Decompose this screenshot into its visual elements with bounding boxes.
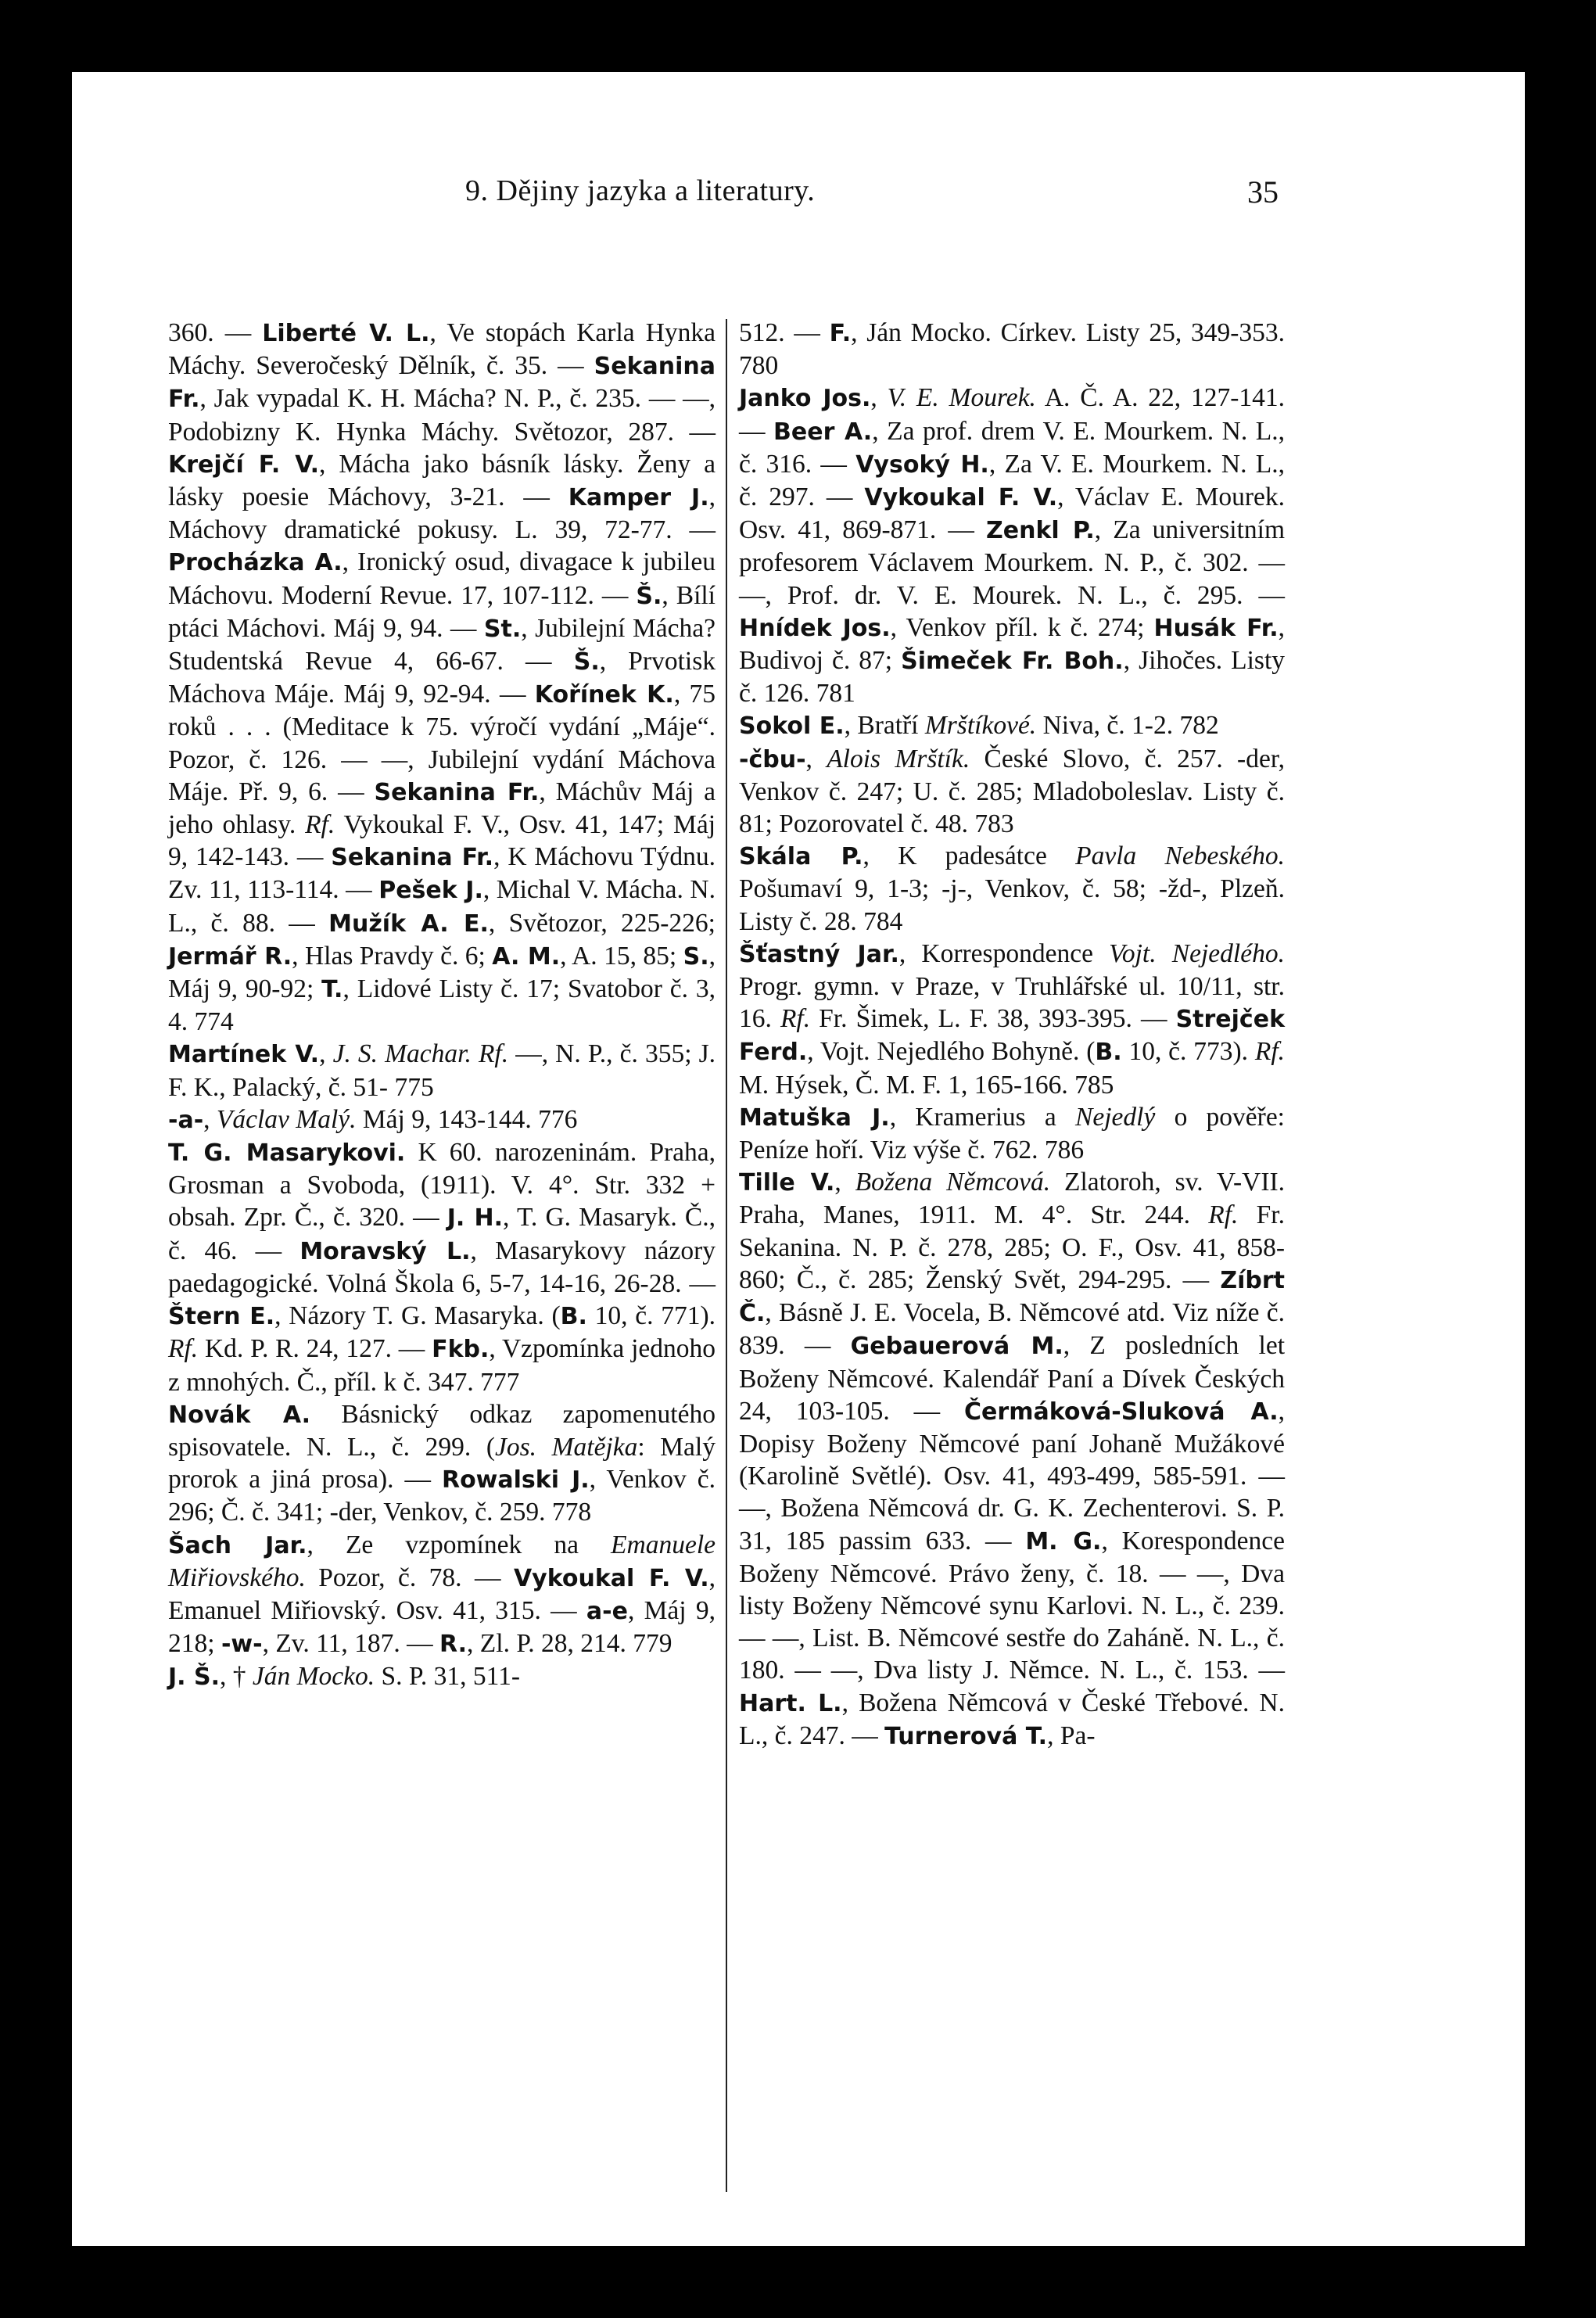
bibliography-entry [739, 709, 1285, 742]
entry-title: Pavla Nebeského. [1075, 841, 1285, 871]
entry-title: Ján Mocko. [252, 1662, 375, 1692]
entry-author: Sekanina Fr. [168, 353, 716, 414]
bibliography-entry [168, 317, 716, 1038]
bibliography-entry [739, 743, 1285, 841]
entry-text: , Masarykovy názory paedagogické. Volná Škola 6, 5-7, 14-16, 26-28. — [168, 1236, 716, 1298]
entry-text: , Venkov příl. k č. 274; [890, 612, 1154, 642]
entry-author: R. [439, 1631, 468, 1659]
entry-text: , Názory T. G. Masaryka. ( [274, 1301, 561, 1331]
entry-text: , K padesátce [863, 841, 1076, 871]
entry-author: Zenkl P. [986, 517, 1095, 545]
entry-author: Liberté V. L. [262, 320, 430, 347]
entry-text: Fr. Šimek, L. F. 38, 393-395. — [810, 1004, 1176, 1034]
entry-text: , [319, 1039, 333, 1069]
entry-author: Jermář R. [168, 942, 292, 971]
entry-author: T. G. Masarykovi. [168, 1139, 406, 1168]
entry-author: Pešek J. [378, 877, 483, 905]
entry-text: —, N. P., č. 355; J. F. K., Palacký, č. 51- 775 [168, 1039, 716, 1102]
entry-author: Vykoukal F. V. [864, 484, 1058, 512]
entry-author: Hart. L. [739, 1689, 842, 1717]
entry-author: Novák A. [168, 1401, 311, 1429]
entry-text: , Máj 9, 90-92; [168, 941, 716, 1004]
entry-text: , Korrespondence [898, 938, 1110, 968]
entry-text: , Mácha jako básník lásky. Ženy a lásky poesie Máchovy, 3-21. — [168, 449, 716, 512]
entry-text: , [203, 1104, 217, 1134]
entry-text: , Básně J. E. Vocela, B. Němcové atd. Viz níže č. 839. — [739, 1298, 1285, 1361]
bibliography-entry [168, 1660, 716, 1693]
entry-author: J. H. [447, 1204, 504, 1233]
entry-author: Janko Jos. [739, 385, 871, 413]
entry-text: , 75 roků . . . (Meditace k 75. výročí vydání „Máje“. Pozor, č. 126. — —, Jubilejní vydání Máchova Máje. Př. 9, 6. — [168, 680, 716, 806]
entry-text: , Božena Němcová v České Třebové. N. L., č. 247. — [739, 1688, 1285, 1750]
entry-text: , Korespondence Boženy Němcové. Právo ženy, č. 18. — —, Dva listy Boženy Němcové synu Karlovi. N. L., č. 239. — —, List. B. Němcové sestře do Zaháně. N. L., č. 180. — —, Dva listy J. Němce. N. L., č. 153. — [739, 1526, 1285, 1685]
entry-author: Sokol E. [739, 712, 845, 741]
entry-author: Hnídek Jos. [739, 614, 891, 642]
entry-author: Strejček Ferd. [739, 1006, 1286, 1067]
bibliography-entry [168, 1038, 716, 1103]
entry-text: 512. — [739, 318, 830, 347]
entry-text: Fr. Sekanina. N. P. č. 278, 285; O. F., Osv. 41, 858-860; Č., č. 285; Ženský Svět, 294-295. — [739, 1200, 1285, 1294]
entry-author: Šimeček Fr. Boh. [901, 648, 1124, 676]
entry-title: Rf. [305, 810, 335, 840]
entry-author: Šťastný Jar. [739, 940, 899, 968]
entry-text: , Světozor, 225-226; [488, 908, 716, 938]
entry-text: , Michal V. Mácha. N. L., č. 88. — [168, 875, 716, 938]
entry-author: Čermáková-Sluková A. [964, 1398, 1279, 1426]
entry-author: T. [321, 976, 343, 1004]
entry-text: Máj 9, 143-144. 776 [356, 1104, 578, 1134]
bibliography-entry [739, 1166, 1285, 1753]
entry-text: , Emanuel Miřiovský. Osv. 41, 315. — [168, 1563, 716, 1625]
entry-title: Nejedlý [1075, 1102, 1156, 1132]
page-header [0, 174, 1596, 221]
entry-author: S. [683, 942, 709, 971]
entry-title: Rf. [168, 1334, 199, 1364]
entry-author: Š. [636, 582, 662, 610]
entry-text: , Jak vypadal K. H. Mácha? N. P., č. 235. — —, Podobizny K. Hynka Máchy. Světozor, 287. — [168, 384, 716, 447]
entry-text: , [805, 744, 827, 773]
entry-title: Božena Němcová. [855, 1168, 1051, 1197]
entry-text: , Vzpomínka jednoho z mnohých. Č., příl. k č. 347. 777 [168, 1334, 716, 1397]
entry-title: Mrštíkové. [924, 711, 1037, 741]
entry-text: Pozor, č. 78. — [305, 1563, 514, 1592]
entry-text: , Jihočes. Listy č. 126. 781 [739, 646, 1286, 709]
entry-text: , Jubilejní Mácha? Studentská Revue 4, 66-67. — [168, 613, 716, 676]
entry-title: Rf. [1208, 1200, 1239, 1230]
entry-title: V. E. Mourek. [887, 383, 1036, 413]
bibliography-entry [168, 1398, 716, 1529]
entry-author: M. G. [1025, 1527, 1102, 1556]
entry-author: Mužík A. E. [328, 910, 489, 938]
entry-author: B. [560, 1303, 587, 1331]
entry-text: , Budivoj č. 87; [739, 612, 1285, 676]
entry-text: 10, č. 773). [1121, 1037, 1255, 1067]
entry-text: 10, č. 771). [586, 1301, 716, 1331]
entry-author: Sekanina Fr. [331, 844, 494, 872]
entry-text: Pošumaví 9, 1-3; -j-, Venkov, č. 58; -žd-, Plzeň. Listy č. 28. 784 [739, 874, 1285, 936]
entry-text: , Za V. E. Mourkem. N. L., č. 297. — [739, 449, 1285, 512]
right-column [739, 317, 1285, 1753]
entry-text: , [834, 1168, 855, 1197]
entry-author: Krejčí F. V. [168, 450, 320, 479]
entry-author: Zíbrt Č. [739, 1266, 1285, 1328]
bibliography-entry [739, 840, 1285, 938]
entry-author: Procházka A. [168, 549, 343, 577]
entry-text: , Lidové Listy č. 17; Svatobor č. 3, 4. 774 [168, 974, 716, 1037]
entry-text: , Máj 9, 218; [168, 1595, 716, 1659]
entry-author: Vykoukal F. V. [513, 1564, 709, 1592]
entry-text: , Hlas Pravdy č. 6; [292, 941, 493, 971]
entry-text: , Pa- [1047, 1721, 1096, 1750]
entry-author: Gebauerová M. [850, 1333, 1063, 1361]
entry-author: F. [829, 320, 852, 347]
entry-text: , Dopisy Boženy Němcové paní Johaně Mužákové (Karolině Světlé). Osv. 41, 493-499, 585-591. — —, Božena Němcová dr. G. K. Zechenterovi. S. P. 31, 185 passim 633. — [739, 1396, 1285, 1556]
entry-title: Rf. [1254, 1037, 1286, 1067]
left-column [168, 317, 716, 1694]
entry-author: Martínek V. [168, 1041, 320, 1069]
entry-author: B. [1095, 1039, 1122, 1067]
entry-author: Sekanina Fr. [374, 778, 540, 806]
entry-text: , Za prof. drem V. E. Mourkem. N. L., č. 316. — [739, 416, 1285, 479]
entry-title: Rf. [780, 1004, 811, 1034]
entry-text: o pověře: Peníze hoří. Viz výše č. 762. 786 [739, 1102, 1285, 1165]
bibliography-entry [739, 317, 1285, 382]
entry-text: , [870, 383, 888, 413]
entry-author: Turnerová T. [884, 1722, 1048, 1750]
entry-author: St. [483, 615, 522, 643]
bibliography-entry [168, 1136, 716, 1398]
entry-text: , Bratří [844, 711, 925, 741]
entry-text: A. Č. A. 22, 127-141. — [739, 383, 1285, 446]
entry-text: , Bílí ptáci Máchovi. Máj 9, 94. — [168, 580, 716, 643]
entry-text: , K Máchovu Týdnu. Zv. 11, 113-114. — [168, 842, 716, 905]
entry-title: Václav Malý. [216, 1104, 357, 1134]
entry-title: Vojt. Nejedlého. [1109, 938, 1285, 968]
bibliography-entry [739, 382, 1285, 709]
entry-text: Progr. gymn. v Praze, v Truhlářské ul. 10/11, str. 16. [739, 972, 1285, 1034]
entry-author: Štern E. [168, 1303, 275, 1331]
entry-text: , A. 15, 85; [560, 941, 683, 971]
entry-author: Skála P. [739, 843, 863, 871]
entry-author: -čbu- [739, 745, 806, 773]
entry-author: Moravský L. [299, 1237, 471, 1265]
entry-text: M. Hýsek, Č. M. F. 1, 165-166. 785 [739, 1070, 1114, 1100]
bibliography-entry [739, 1101, 1285, 1166]
bibliography-entry [739, 938, 1285, 1101]
entry-text: , Ironický osud, divagace k jubileu Máchovu. Moderní Revue. 17, 107-112. — [168, 547, 716, 610]
page-number: 35 [1247, 174, 1279, 210]
entry-text: 360. — [168, 318, 263, 347]
bibliography-entry [168, 1103, 716, 1136]
entry-text: České Slovo, č. 257. -der, Venkov č. 247; U. č. 285; Mladoboleslav. Listy č. 81; Pozorovatel č. 48. 783 [739, 744, 1286, 839]
entry-author: Matuška J. [739, 1103, 890, 1132]
entry-text: Niva, č. 1-2. 782 [1036, 711, 1219, 741]
entry-text: Kd. P. R. 24, 127. — [198, 1334, 432, 1364]
entry-text: , † [220, 1662, 253, 1692]
entry-author: Rowalski J. [441, 1466, 590, 1494]
column-divider [726, 319, 727, 2192]
entry-author: Fkb. [432, 1336, 490, 1364]
entry-text: K 60. narozeninám. Praha, Grosman a Svoboda, (1911). V. 4°. Str. 332 + obsah. Zpr. Č., č. 320. — [168, 1138, 716, 1233]
entry-text: Zlatoroh, sv. V-VII. Praha, Manes, 1911. M. 4°. Str. 244. [739, 1168, 1286, 1230]
entry-text: , Zl. P. 28, 214. 779 [467, 1629, 672, 1659]
entry-text: , Ján Mocko. Církev. Listy 25, 349-353. 780 [739, 318, 1285, 381]
entry-text: : Malý prorok a jiná prosa). — [168, 1432, 716, 1494]
entry-text: , Venkov č. 296; Č. č. 341; -der, Venkov, č. 259. 778 [168, 1465, 716, 1527]
entry-author: J. Š. [168, 1663, 221, 1692]
entry-title: J. S. Machar. Rf. [332, 1039, 509, 1069]
entry-text: Básnický odkaz zapomenutého spisovatele. N. L., č. 299. ( [168, 1399, 716, 1462]
entry-text: , Máchův Máj a jeho ohlasy. [168, 777, 716, 840]
entry-author: Kořínek K. [534, 681, 674, 709]
entry-title: Jos. Matějka [494, 1432, 638, 1462]
entry-title: Alois Mrštík. [827, 744, 970, 773]
entry-text: , Kramerius a [889, 1102, 1076, 1132]
entry-author: -w- [221, 1631, 263, 1659]
entry-text: , Zv. 11, 187. — [262, 1629, 439, 1659]
entry-text: , Ve stopách Karla Hynka Máchy. Severočeský Dělník, č. 35. — [168, 318, 716, 381]
entry-text: , T. G. Masaryk. Č., č. 46. — [168, 1203, 716, 1265]
entry-text: , Václav E. Mourek. Osv. 41, 869-871. — [739, 483, 1286, 545]
running-title: 9. Dějiny jazyka a literatury. [465, 174, 816, 207]
entry-author: Husák Fr. [1153, 614, 1279, 642]
entry-author: Beer A. [773, 418, 873, 446]
entry-author: Tille V. [739, 1169, 835, 1197]
entry-text: , Prvotisk Máchova Máje. Máj 9, 92-94. — [168, 647, 716, 709]
entry-text: , Máchovy dramatické pokusy. L. 39, 72-77. — [168, 483, 716, 545]
entry-author: A. M. [492, 942, 561, 971]
entry-text: S. P. 31, 511- [375, 1662, 520, 1692]
entry-text: , Vojt. Nejedlého Bohyně. ( [807, 1037, 1096, 1067]
entry-text: , Za universitním profesorem Václavem Mourkem. N. P., č. 302. — —, Prof. dr. V. E. Mourek. N. L., č. 295. — [739, 515, 1286, 610]
entry-author: a-e [586, 1597, 628, 1625]
entry-text: , Ze vzpomínek na [307, 1530, 612, 1559]
entry-text: Vykoukal F. V., Osv. 41, 147; Máj 9, 142-143. — [168, 810, 716, 872]
entry-title: Emanuele Miřiovského. [168, 1530, 716, 1592]
entry-author: Š. [573, 648, 600, 676]
entry-author: Kamper J. [568, 484, 709, 512]
entry-author: -a- [168, 1106, 204, 1134]
bibliography-entry [168, 1529, 716, 1661]
entry-author: Šach Jar. [168, 1531, 307, 1559]
entry-author: Vysoký H. [855, 450, 989, 479]
entry-text: , Z posledních let Boženy Němcové. Kalendář Paní a Dívek Českých 24, 103-105. — [739, 1331, 1286, 1426]
